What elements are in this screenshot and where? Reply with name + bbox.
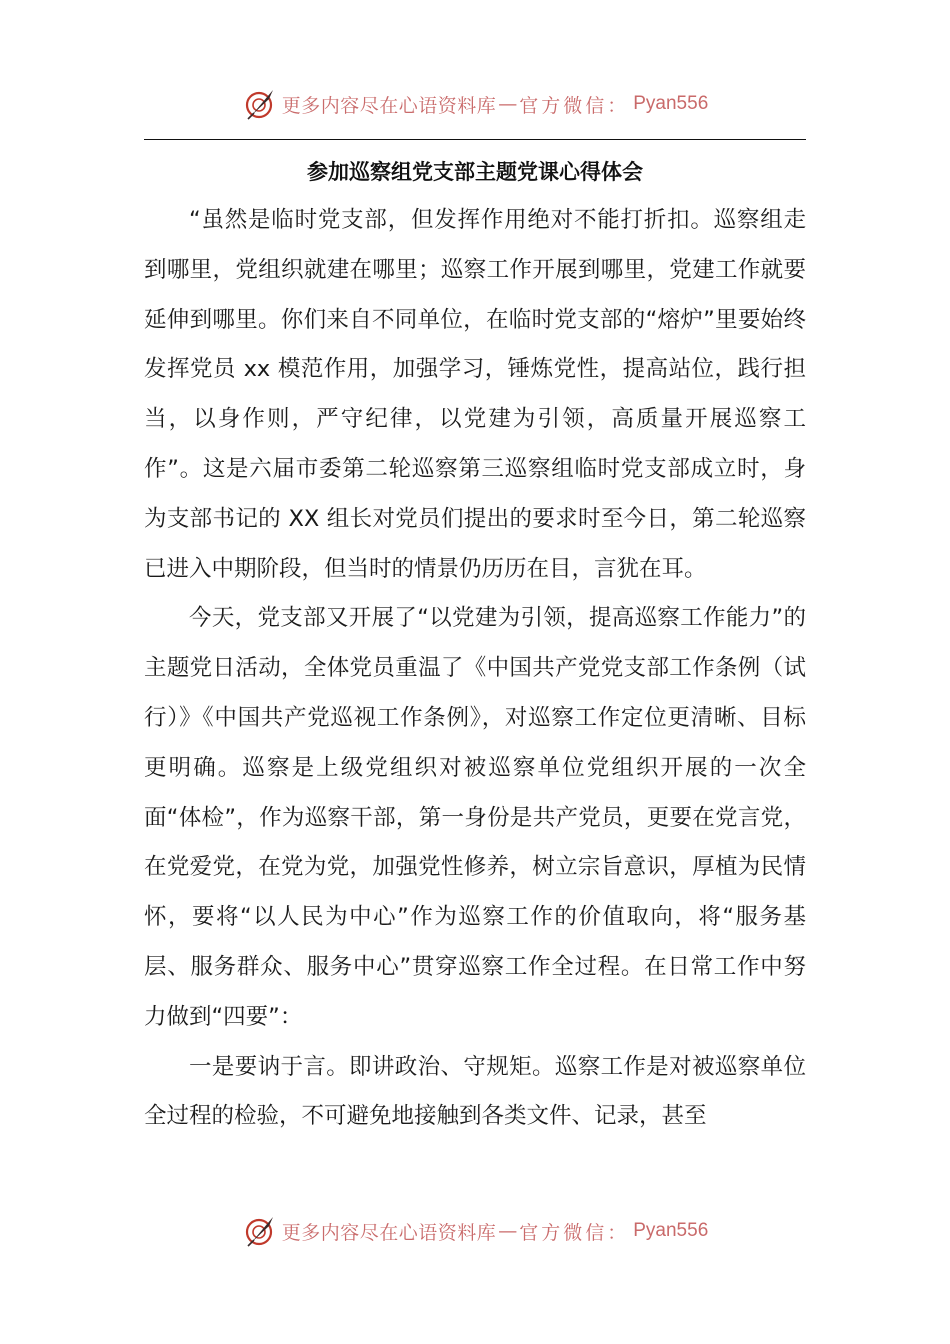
header-wechat-id: Pyan556 [633, 93, 709, 114]
header-banner [0, 84, 950, 124]
document-body [144, 196, 806, 1142]
footer-wechat-label: 官方微信： [519, 1221, 630, 1244]
quill-pen-logo-icon [242, 86, 278, 122]
footer-wechat-id: Pyan556 [633, 1220, 709, 1241]
quill-pen-logo-icon [242, 1213, 278, 1249]
header-wechat-label: 官方微信： [519, 94, 630, 117]
document-title: 参加巡察组党支部主题党课心得体会 [307, 160, 643, 184]
paragraph-3: 一是要讷于言。即讲政治、守规矩。巡察工作是对被巡察单位全过程的检验，不可避免地接触到各类文件、记录，甚至 [144, 1053, 806, 1130]
header-slogan: 更多内容尽在心语资料库 [281, 94, 497, 117]
footer-slogan: 更多内容尽在心语资料库 [281, 1221, 497, 1244]
footer-banner [0, 1211, 950, 1251]
paragraph-2: 今天，党支部又开展了“以党建为引领，提高巡察工作能力”的主题党日活动，全体党员重温了《中国共产党党支部工作条例（试行）》《中国共产党巡视工作条例》，对巡察工作定位更清晰、目标更明确。巡察是上级党组织对被巡察单位党组织开展的一次全面“体检”，作为巡察干部，第一身份是共产党员，更要在党言党，在党爱党，在党为党，加强党性修养，树立宗旨意识，厚植为民情怀，要将“以人民为中心”作为巡察工作的价值取向，将“服务基层、服务群众、服务中心”贯穿巡察工作全过程。在日常工作中努力做到“四要”： [144, 605, 806, 1030]
paragraph-1: “虽然是临时党支部，但发挥作用绝对不能打折扣。巡察组走到哪里，党组织就建在哪里；巡察工作开展到哪里，党建工作就要延伸到哪里。你们来自不同单位，在临时党支部的“熔炉”里要始终发挥党员 xx 模范作用，加强学习，锤炼党性，提高站位，践行担当，以身作则，严守纪律，以党建为引领，高质量开展巡察工作”。这是六届市委第二轮巡察第三巡察组临时党支部成立时，身为支部书记的 XX 组长对党员们提出的要求时至今日，第二轮巡察已进入中期阶段，但当时的情景仍历历在目，言犹在耳。 [144, 207, 806, 582]
footer-separator: — [498, 1220, 518, 1242]
header-separator: — [498, 93, 518, 115]
header-divider [144, 139, 806, 140]
